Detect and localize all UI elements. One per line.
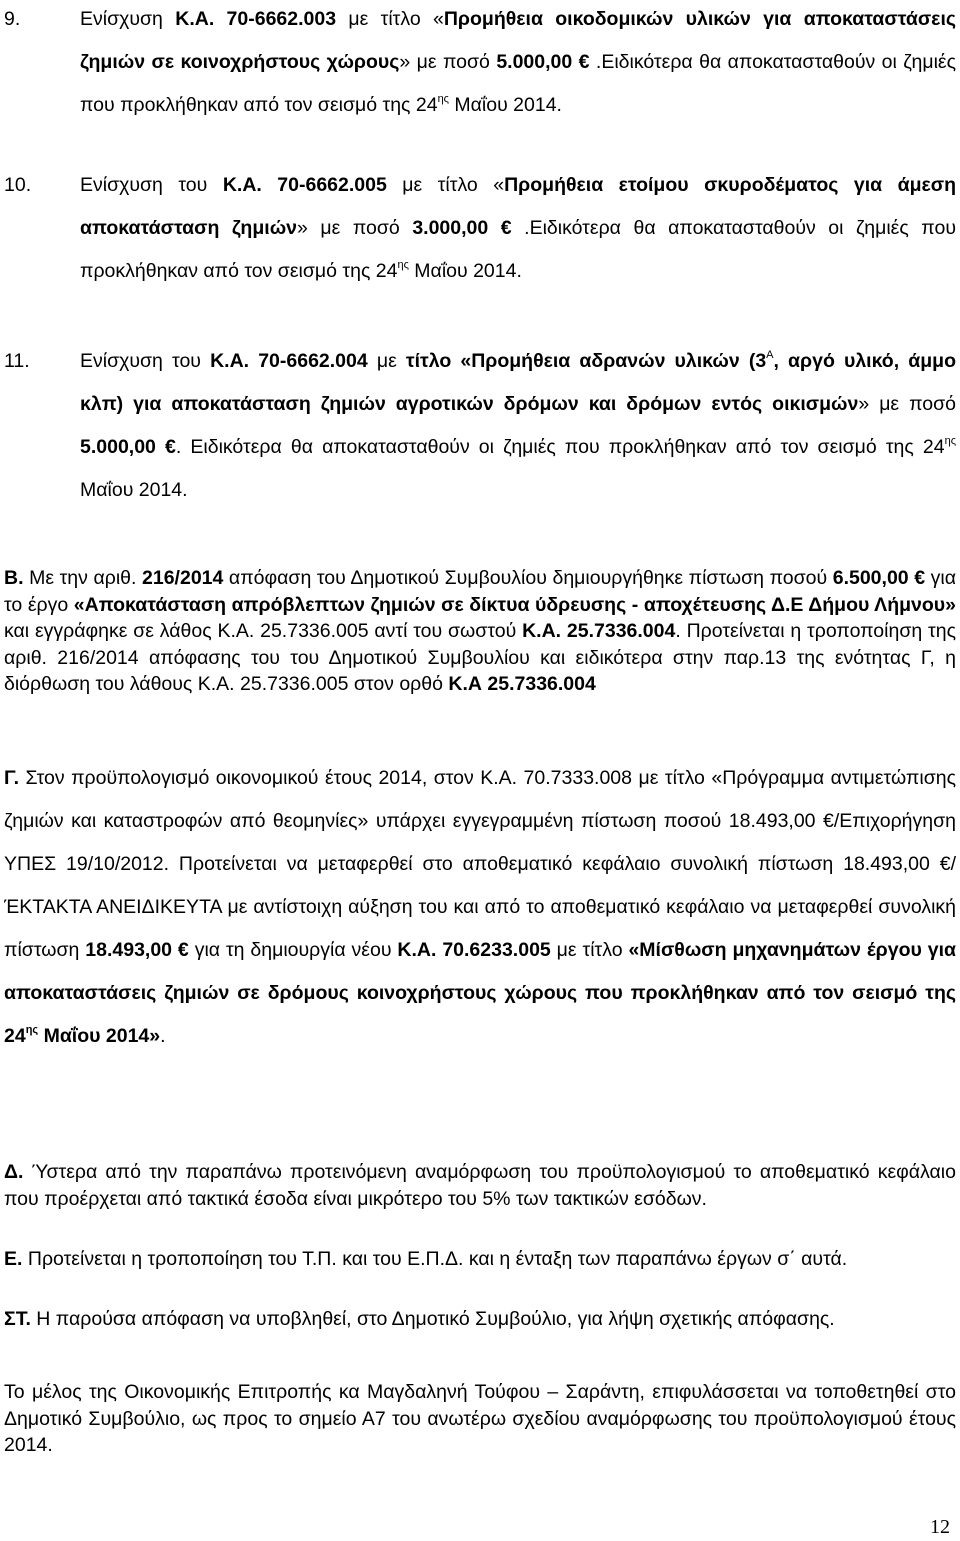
item-number: 9. xyxy=(4,8,21,30)
section-d: Δ. Ύστερα από την παραπάνω προτεινόμενη αναμόρφωση του προϋπολογισμού το αποθεματικό κεφάλαιο που προέρχεται από τακτικά έσοδα είναι μικρότερο του 5% των τακτικών εσόδων. xyxy=(4,1161,956,1210)
section-b: Β. Με την αριθ. 216/2014 απόφαση του Δημοτικού Συμβουλίου δημιουργήθηκε πίστωση ποσού 6.500,00 € για το έργο «Αποκατάσταση απρόβλεπτων ζημιών σε δίκτυα ύδρευσης - αποχέτευσης Δ.Ε Δήμου Λήμνου» και εγγράφηκε σε λάθος Κ.Α. 25.7336.005 αντί του σωστού Κ.Α. 25.7336.004. Προτείνεται η τροποποίηση της αριθ. 216/2014 απόφασης του του Δημοτικού Συμβουλίου και ειδικότερα στην παρ.13 της ενότητας Γ, η διόρθωση του λάθους Κ.Α. 25.7336.005 στον ορθό Κ.Α 25.7336.004 xyxy=(4,567,957,695)
item-number: 11. xyxy=(4,350,30,372)
section-g: Γ. Στον προϋπολογισμό οικονομικού έτους 2014, στον Κ.Α. 70.7333.008 με τίτλο «Πρόγραμμα αντιμετώπισης ζημιών και καταστροφών από θεομηνίες» υπάρχει εγγεγραμμένη πίστωση ποσού 18.493,00 €/Επιχορήγηση ΥΠΕΣ 19/10/2012. Προτείνεται να μεταφερθεί στο αποθεματικό κεφάλαιο συνολική πίστωση 18.493,00 €/ΈΚΤΑΚΤΑ ΑΝΕΙΔΙΚΕΥΤΑ με αντίστοιχη αύξηση του και από το αποθεματικό κεφάλαιο να μεταφερθεί συνολική πίστωση 18.493,00 € για τη δημιουργία νέου Κ.Α. 70.6233.005 με τίτλο «Μίσθωση μηχανημάτων έργου για αποκαταστάσεις ζημιών σε δρόμους κοινοχρήστους χώρους που προκλήθηκαν από τον σεισμό της $24^{\eta\varsigma}$ Μαΐου 2014». xyxy=(4,767,957,1047)
section-st: ΣΤ. Η παρούσα απόφαση να υποβληθεί, στο Δημοτικό Συμβούλιο, για λήψη σχετικής απόφασης. xyxy=(4,1308,835,1330)
item-body: Ενίσχυση του Κ.Α. 70-6662.004 με τίτλο «Προμήθεια αδρανών υλικών ($3^A$, αργό υλικό, άμμο κλπ) για αποκατάσταση ζημιών αγροτικών δρόμων και δρόμων εντός οικισμών» με ποσό 5.000,00 €. Ειδικότερα θα αποκατασταθούν οι ζημιές που προκλήθηκαν από τον σεισμό της $24^{\eta\varsigma}$ Μαΐου 2014. xyxy=(80,348,957,501)
closing-paragraph: Το μέλος της Οικονομικής Επιτροπής κα Μαγδαληνή Τούφου – Σαράντη, επιφυλάσσεται να τοποθετηθεί στο Δημοτικό Συμβούλιο, ως προς το σημείο Α7 του ανωτέρω σχεδίου αναμόρφωσης του προϋπολογισμού έτους 2014. xyxy=(4,1381,956,1456)
list-item-9 xyxy=(4,0,956,127)
list-item-10 xyxy=(4,164,956,293)
list-item-11 xyxy=(4,340,956,512)
item-number: 10. xyxy=(4,174,32,196)
item-body: Ενίσχυση Κ.Α. 70-6662.003 με τίτλο «Προμήθεια οικοδομικών υλικών για αποκαταστάσεις ζημιών σε κοινοχρήστους χώρους» με ποσό 5.000,00 € .Ειδικότερα θα αποκατασταθούν οι ζημιές που προκλήθηκαν από τον σεισμό της $24^{\eta\varsigma}$ Μαΐου 2014. xyxy=(80,8,957,116)
page-number: 12 xyxy=(930,1516,950,1538)
section-e: Ε. Προτείνεται η τροποποίηση του Τ.Π. και του Ε.Π.Δ. και η ένταξη των παραπάνω έργων σ΄ αυτά. xyxy=(4,1248,848,1270)
item-body: Ενίσχυση του Κ.Α. 70-6662.005 με τίτλο «Προμήθεια ετοίμου σκυροδέματος για άμεση αποκατάσταση ζημιών» με ποσό 3.000,00 € .Ειδικότερα θα αποκατασταθούν οι ζημιές που προκλήθηκαν από τον σεισμό της $24^{\eta\varsigma}$ Μαΐου 2014. xyxy=(80,174,956,282)
